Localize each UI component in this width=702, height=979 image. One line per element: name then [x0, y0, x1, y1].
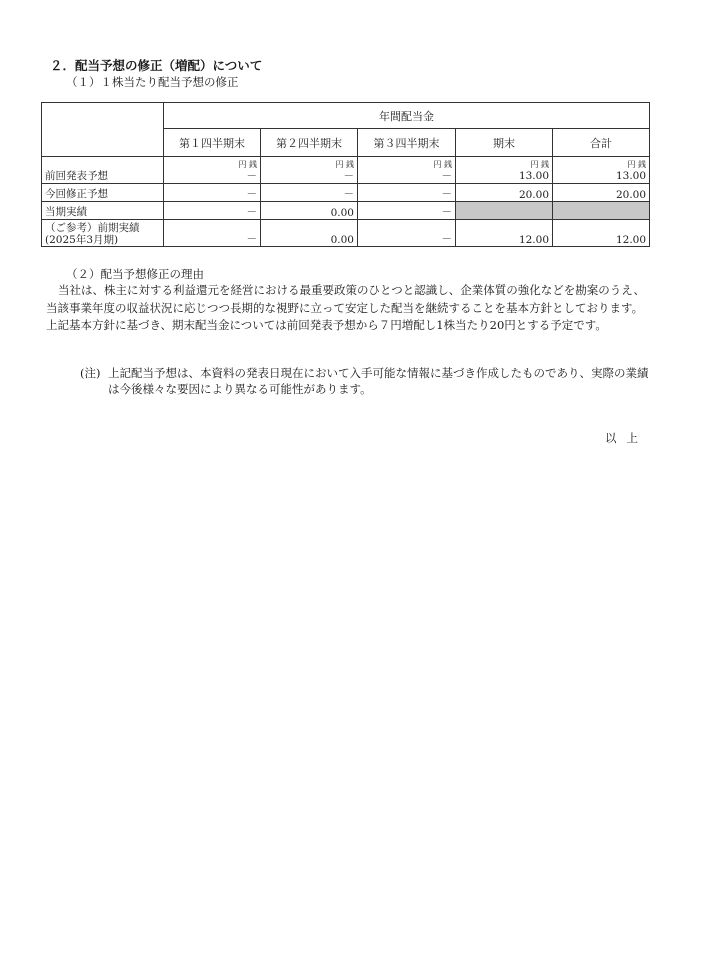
column-header-q3: 第３四半期末 — [358, 129, 456, 157]
table-cell: － — [164, 220, 261, 247]
table-cell: 円 銭 － — [164, 157, 261, 184]
table-row-revised-forecast — [42, 184, 650, 202]
row-label-line1: （ご参考）前期実績 — [45, 222, 140, 234]
dividend-forecast-table — [41, 102, 650, 247]
table-row-previous-forecast — [42, 157, 650, 184]
row-label-line2: (2025年3月期) — [45, 234, 119, 246]
table-cell: 0.00 — [261, 202, 358, 220]
table-cell: 円 銭 － — [358, 157, 456, 184]
row-label: 今回修正予想 — [42, 184, 164, 202]
column-header-q1: 第１四半期末 — [164, 129, 261, 157]
table-cell: － — [358, 184, 456, 202]
table-corner-cell — [42, 103, 164, 157]
table-cell: － — [164, 202, 261, 220]
table-cell: 円 銭 13.00 — [456, 157, 553, 184]
note-label: (注) — [80, 366, 101, 380]
annual-dividend-header: 年間配当金 — [164, 103, 650, 129]
disclaimer-note — [80, 365, 650, 397]
table-cell: 円 銭 － — [261, 157, 358, 184]
column-header-year-end: 期末 — [456, 129, 553, 157]
table-cell: 円 銭 13.00 — [553, 157, 650, 184]
row-label — [42, 220, 164, 247]
section-title: ２．配当予想の修正（増配）について — [50, 58, 263, 73]
row-label: 当期実績 — [42, 202, 164, 220]
subsection-title-reason: （２）配当予想修正の理由 — [66, 267, 204, 281]
table-row-prior-year-results — [42, 220, 650, 247]
table-cell: 12.00 — [456, 220, 553, 247]
column-header-q2: 第２四半期末 — [261, 129, 358, 157]
table-cell: 20.00 — [456, 184, 553, 202]
table-cell: 12.00 — [553, 220, 650, 247]
column-header-total: 合計 — [553, 129, 650, 157]
table-cell: － — [358, 202, 456, 220]
closing-mark: 以上 — [605, 431, 648, 445]
row-label: 前回発表予想 — [42, 157, 164, 184]
table-row-current-results — [42, 202, 650, 220]
note-text: 上記配当予想は、本資料の発表日現在において入手可能な情報に基づき作成したものであり、実際の業績は今後様々な要因により異なる可能性があります。 — [108, 366, 649, 396]
reason-paragraph: 当社は、株主に対する利益還元を経営における最重要政策のひとつと認識し、企業体質の強化などを勘案のうえ、当該事業年度の収益状況に応じつつ長期的な視野に立って安定した配当を継続することを基本方針としております。上記基本方針に基づき、期末配当金については前回発表予想から７円増配し1株当たり20円とする予定です。 — [46, 283, 645, 333]
table-cell-shaded — [456, 202, 553, 220]
subsection-title-revision: （１）１株当たり配当予想の修正 — [66, 75, 239, 89]
table-cell: 20.00 — [553, 184, 650, 202]
table-cell: 0.00 — [261, 220, 358, 247]
table-cell: － — [164, 184, 261, 202]
table-cell: － — [358, 220, 456, 247]
table-cell: － — [261, 184, 358, 202]
table-cell-shaded — [553, 202, 650, 220]
